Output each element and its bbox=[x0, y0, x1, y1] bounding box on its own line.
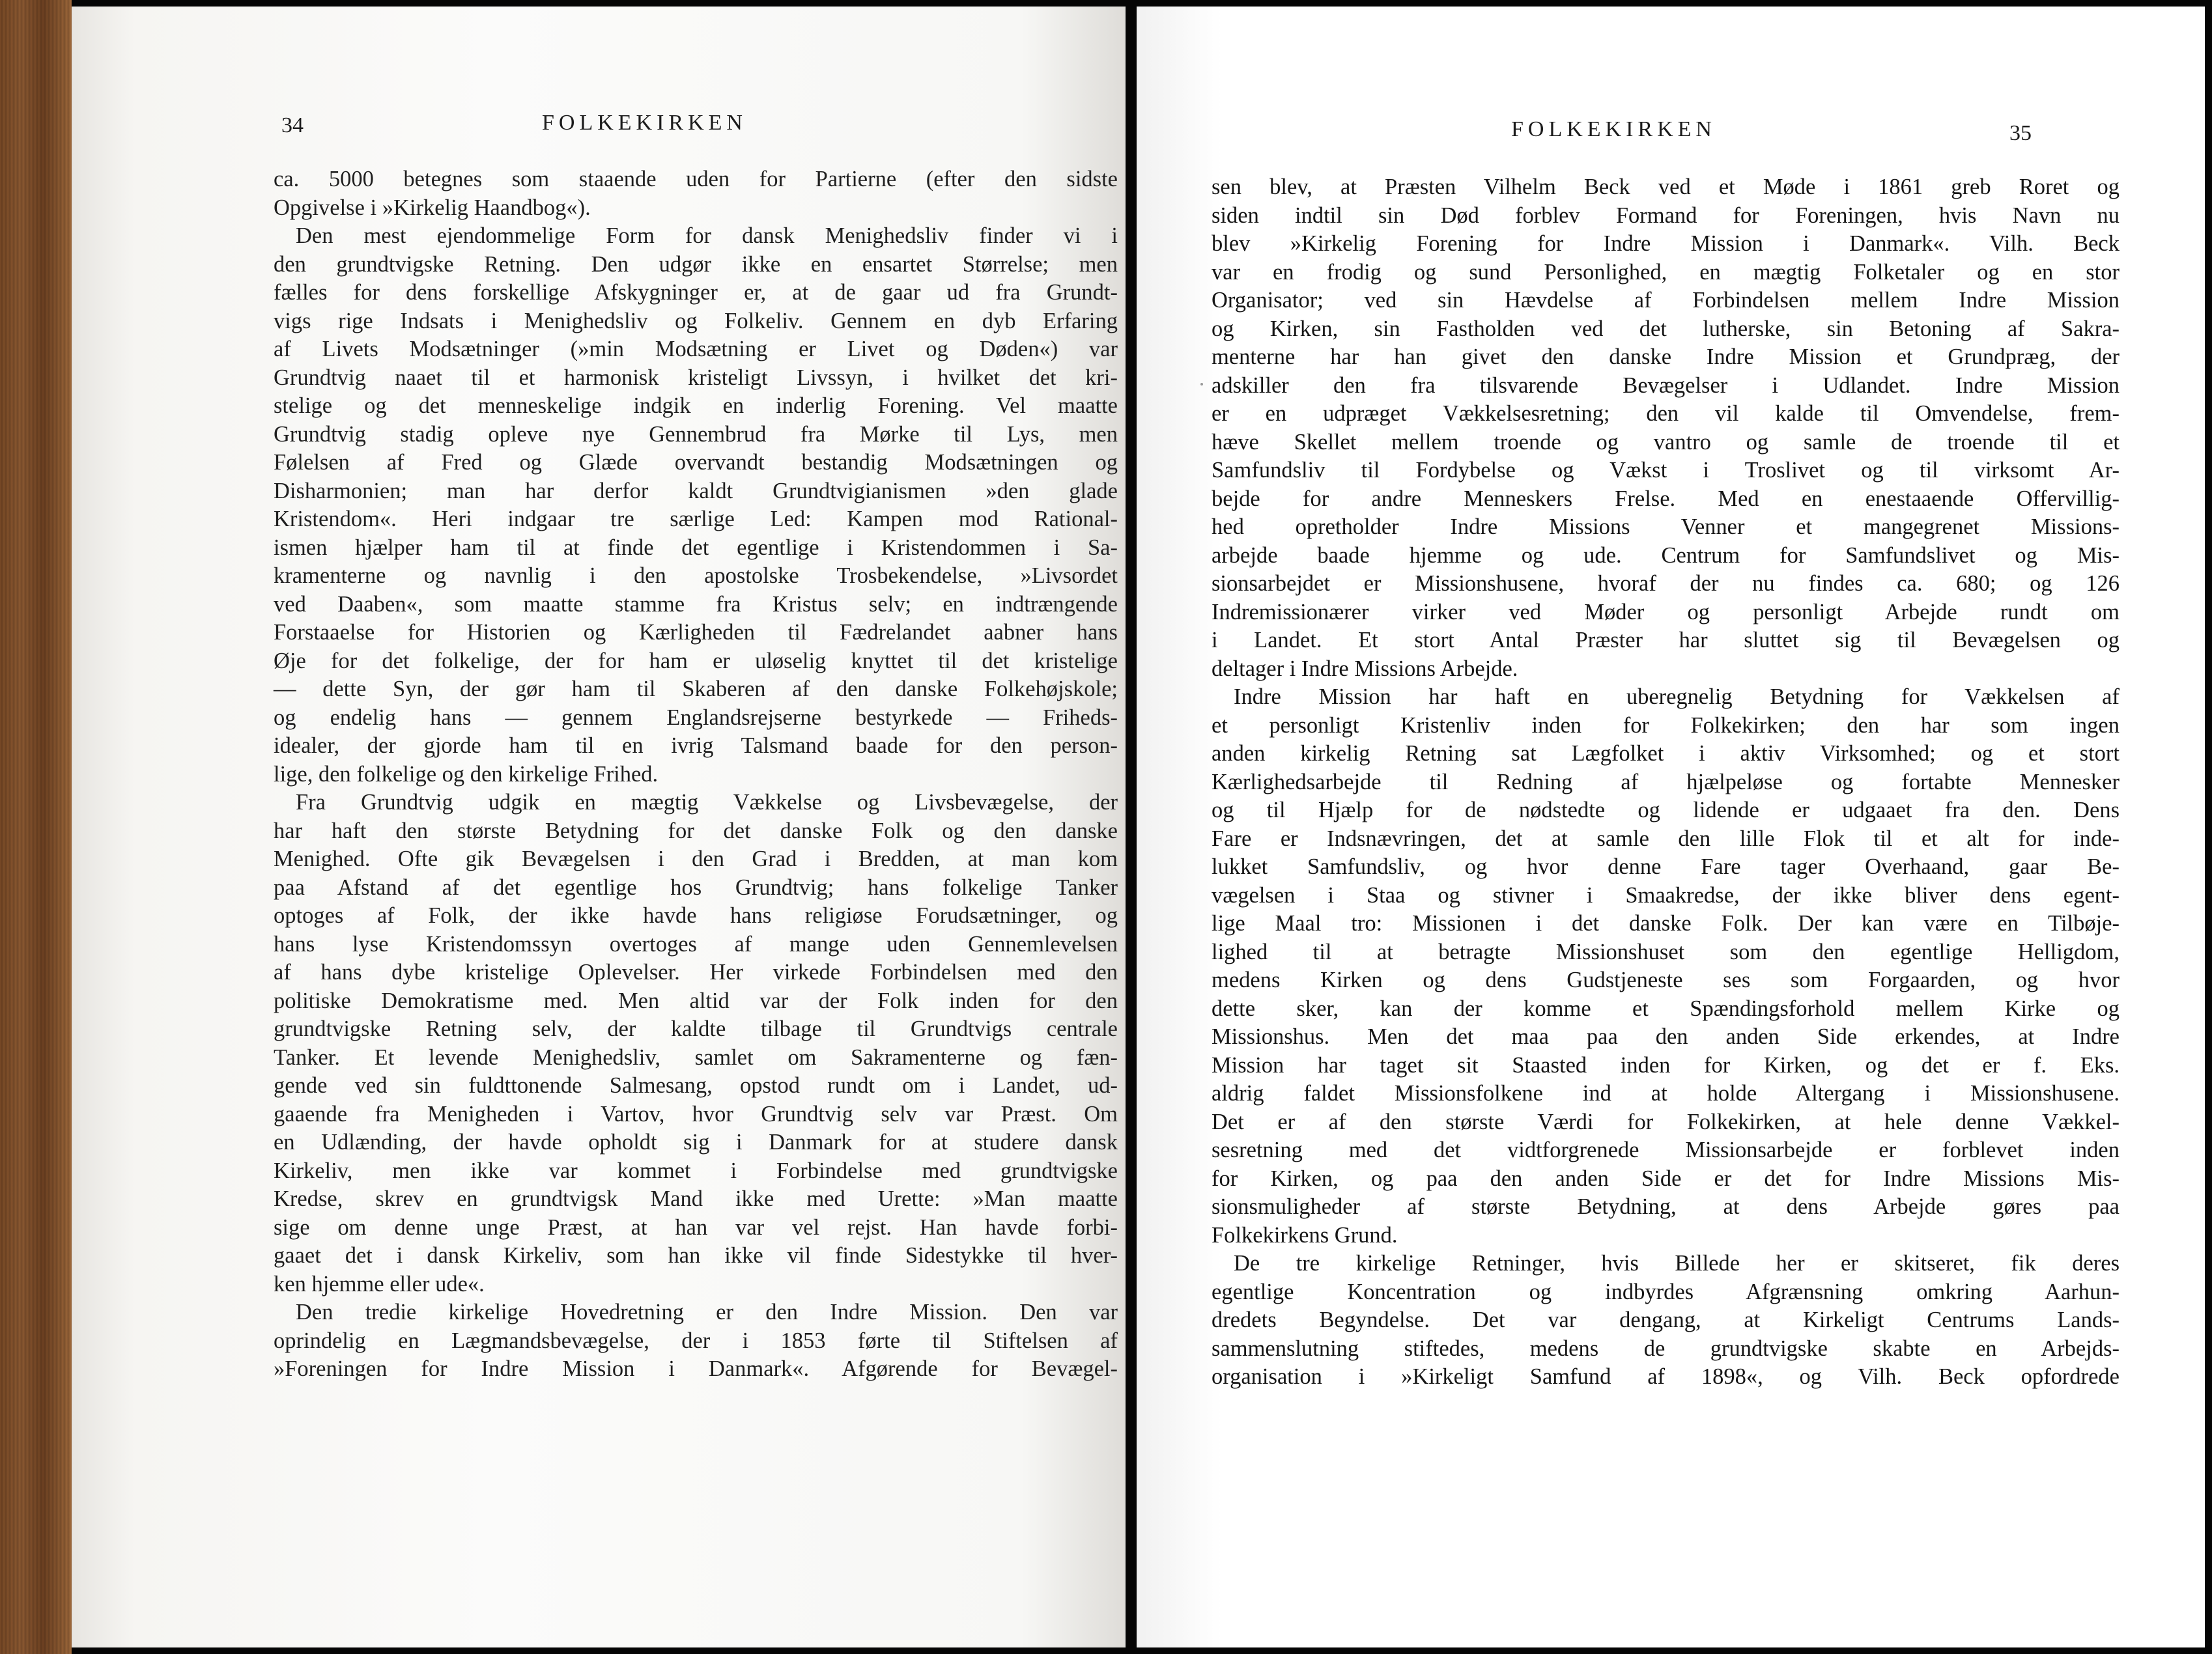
text-line: gaaet det i dansk Kirkeliv, som han ikke vil finde Sidestykke til hver- bbox=[274, 1243, 1118, 1268]
text-line: Grundtvig stadig opleve nye Gennembrud fra Mørke til Lys, men bbox=[274, 421, 1118, 447]
text-line: organisation i »Kirkeligt Samfund af 1898«, og Vilh. Beck opfordrede bbox=[1212, 1364, 2120, 1389]
text-line: Tanker. Et levende Menighedsliv, samlet om Sakramenterne og fæn- bbox=[274, 1044, 1118, 1070]
text-line: Opgivelse i »Kirkelig Haandbog«). bbox=[274, 195, 591, 220]
text-line: har haft den største Betydning for det danske Folk og den danske bbox=[274, 818, 1118, 843]
text-line: for Kirken, og paa den anden Side er det for Indre Missions Mis- bbox=[1212, 1166, 2120, 1191]
text-line: sige om denne unge Præst, at han var vel rejst. Han havde forbi- bbox=[274, 1214, 1118, 1240]
right-page-number: 35 bbox=[2009, 121, 2032, 145]
left-running-head: FOLKEKIRKEN bbox=[542, 111, 747, 135]
text-line: »Foreningen for Indre Mission i Danmark«. Afgørende for Bevægel- bbox=[274, 1356, 1118, 1381]
text-line: lighed til at betragte Missionshuset som den egentlige Helligdom, bbox=[1212, 939, 2120, 964]
text-line: menterne har han givet den danske Indre Mission et Grundpræg, der bbox=[1212, 344, 2120, 369]
text-line: var en frodig og sund Personlighed, en mægtig Folketaler og en stor bbox=[1212, 259, 2120, 285]
text-line: af hans dybe kristelige Oplevelser. Her virkede Forbindelsen med den bbox=[274, 960, 1118, 985]
text-line: ca. 5000 betegnes som staaende uden for Partierne (efter den sidste bbox=[274, 167, 1118, 191]
text-line: Disharmonien; man har derfor kaldt Grundtvigianismen »den glade bbox=[274, 478, 1118, 503]
text-line: — dette Syn, der gør ham til Skaberen af den danske Folkehøjskole; bbox=[274, 677, 1118, 701]
text-line: blev »Kirkelig Forening for Indre Mission i Danmark«. Vilh. Beck bbox=[1212, 231, 2120, 256]
text-line: sesretning med det vidtforgrenede Missionsarbejde er forblevet inden bbox=[1212, 1138, 2120, 1162]
text-line: Forstaaelse for Historien og Kærligheden til Fædrelandet aabner hans bbox=[274, 620, 1118, 645]
text-line: hæve Skellet mellem troende og vantro og samle de troende til et bbox=[1212, 429, 2120, 455]
left-page-body bbox=[274, 165, 1118, 1384]
text-line: Kristendom«. Heri indgaar tre særlige Led: Kampen mod Rational- bbox=[274, 507, 1118, 531]
text-line: aldrig faldet Missionsfolkene ind at holde Altergang i Missionshusene. bbox=[1212, 1081, 2120, 1106]
text-line: en Udlænding, der havde opholdt sig i Danmark for at studere dansk bbox=[274, 1130, 1118, 1155]
text-line: medens Kirken og dens Gudstjeneste ses som Forgaarden, og hvor bbox=[1212, 968, 2120, 992]
text-line: lige Maal tro: Missionen i det danske Folk. Der kan være en Tilbøje- bbox=[1212, 911, 2120, 936]
text-line: Det er af den største Værdi for Folkekirken, at hele denne Vækkel- bbox=[1212, 1109, 2120, 1134]
text-line: De tre kirkelige Retninger, hvis Billede her er skitseret, fik deres bbox=[1234, 1251, 2120, 1276]
text-line: gende ved sin fuldttonende Salmesang, opstod rundt om i Landet, ud- bbox=[274, 1073, 1118, 1098]
text-line: egentlige Koncentration og indbyrdes Afgrænsning omkring Aarhun- bbox=[1212, 1279, 2120, 1304]
text-line: lige, den folkelige og den kirkelige Frihed. bbox=[274, 761, 659, 787]
text-line: sionsarbejdet er Missionshusene, hvoraf der nu findes ca. 680; og 126 bbox=[1212, 571, 2120, 596]
text-line: vægelsen i Staa og stivner i Smaakredse, der ikke bliver dens egent- bbox=[1212, 882, 2120, 908]
text-line: deltager i Indre Missions Arbejde. bbox=[1212, 656, 1518, 681]
text-line: oprindelig en Lægmandsbevægelse, der i 1853 førte til Stiftelsen af bbox=[274, 1328, 1118, 1353]
text-line: grundtvigske Retning selv, der kaldte tilbage til Grundtvigs centrale bbox=[274, 1016, 1118, 1041]
text-line: og endelig hans — gennem Englandsrejserne bestyrkede — Friheds- bbox=[274, 705, 1118, 730]
text-line: Grundtvig naaet til et harmonisk kristeligt Livssyn, i hvilket det kri- bbox=[274, 365, 1118, 390]
text-line: politiske Demokratisme med. Men altid var der Folk inden for den bbox=[274, 988, 1118, 1013]
text-line: i Landet. Et stort Antal Præster har sluttet sig til Bevægelsen og bbox=[1212, 628, 2120, 652]
text-line: Kærlighedsarbejde til Redning af hjælpeløse og fortabte Mennesker bbox=[1212, 769, 2120, 794]
text-line: dredets Begyndelse. Det var dengang, at Kirkeligt Centrums Lands- bbox=[1212, 1308, 2120, 1332]
text-line: Samfundsliv til Fordybelse og Vækst i Troslivet og til virksomt Ar- bbox=[1212, 458, 2120, 483]
text-line: dette sker, kan der komme et Spændingsforhold mellem Kirke og bbox=[1212, 996, 2120, 1021]
page-speck bbox=[1200, 383, 1203, 385]
text-line: hed opretholder Indre Missions Venner et mangegrenet Missions- bbox=[1212, 514, 2120, 539]
text-line: Øje for det folkelige, der for ham er uløselig knyttet til det kristelige bbox=[274, 648, 1118, 673]
text-line: Indre Mission har haft en uberegnelig Betydning for Vækkelsen af bbox=[1234, 684, 2120, 709]
text-line: kramenterne og navnlig i den apostolske Trosbekendelse, »Livsordet bbox=[274, 563, 1118, 588]
text-line: ken hjemme eller ude«. bbox=[274, 1271, 485, 1297]
right-page bbox=[1137, 7, 2205, 1647]
text-line: Fare er Indsnævringen, det at samle den lille Flok til et alt for inde- bbox=[1212, 826, 2120, 851]
text-line: bejde for andre Menneskers Frelse. Med en enestaaende Offervillig- bbox=[1212, 486, 2120, 511]
text-line: adskiller den fra tilsvarende Bevægelser i Udlandet. Indre Mission bbox=[1212, 372, 2120, 398]
text-line: et personligt Kristenliv inden for Folkekirken; den har som ingen bbox=[1212, 712, 2120, 738]
text-line: Folkekirkens Grund. bbox=[1212, 1222, 1398, 1248]
text-line: Organisator; ved sin Hævdelse af Forbindelsen mellem Indre Mission bbox=[1212, 288, 2120, 313]
text-line: Fra Grundtvig udgik en mægtig Vækkelse og Livsbevægelse, der bbox=[296, 790, 1118, 815]
text-line: ismen hjælper ham til at finde det egentlige i Kristendommen i Sa- bbox=[274, 535, 1118, 560]
text-line: hans lyse Kristendomssyn overtoges af mange uden Gennemlevelsen bbox=[274, 931, 1118, 957]
text-line: Missionshus. Men det maa paa den anden Side erkendes, at Indre bbox=[1212, 1024, 2120, 1049]
left-page bbox=[72, 7, 1127, 1647]
right-page-body bbox=[1212, 173, 2120, 1392]
text-line: og Kirken, sin Fastholden ved det lutherske, sin Betoning af Sakra- bbox=[1212, 316, 2120, 341]
text-line: Kredse, skrev en grundtvigsk Mand ikke med Urette: »Man maatte bbox=[274, 1186, 1118, 1211]
text-line: Kirkeliv, men ikke var kommet i Forbindelse med grundtvigske bbox=[274, 1158, 1118, 1183]
text-line: siden indtil sin Død forblev Formand for Foreningen, hvis Navn nu bbox=[1212, 203, 2120, 228]
text-line: sammenslutning stiftedes, medens de grundtvigske skabte en Arbejds- bbox=[1212, 1336, 2120, 1361]
text-line: af Livets Modsætninger (»min Modsætning er Livet og Døden«) var bbox=[274, 337, 1118, 361]
text-line: ved Daaben«, som maatte stamme fra Kristus selv; en indtrængende bbox=[274, 591, 1118, 617]
text-line: stelige og det menneskelige indgik en inderlig Forening. Vel maatte bbox=[274, 393, 1118, 418]
text-line: Den mest ejendommelige Form for dansk Menighedsliv finder vi i bbox=[296, 223, 1118, 248]
gutter bbox=[1126, 0, 1137, 1654]
text-line: vigs rige Indsats i Menighedsliv og Folkeliv. Gennem en dyb Erfaring bbox=[274, 308, 1118, 333]
text-line: og til Hjælp for de nødstedte og lidende er udgaaet fra den. Dens bbox=[1212, 798, 2120, 822]
left-page-number: 34 bbox=[281, 113, 304, 137]
text-line: Indremissionærer virker ved Møder og personligt Arbejde rundt om bbox=[1212, 599, 2120, 624]
text-line: Mission har taget sit Staasted inden for Kirken, og det er f. Eks. bbox=[1212, 1052, 2120, 1078]
text-line: gaaende fra Menigheden i Vartov, hvor Grundtvig selv var Præst. Om bbox=[274, 1101, 1118, 1127]
text-line: lukket Samfundsliv, og hvor denne Fare tager Overhaand, gaar Be- bbox=[1212, 854, 2120, 879]
text-line: sen blev, at Præsten Vilhelm Beck ved et Møde i 1861 greb Roret og bbox=[1212, 175, 2120, 199]
text-line: optoges af Folk, der ikke havde hans religiøse Forudsætninger, og bbox=[274, 903, 1118, 928]
text-line: anden kirkelig Retning sat Lægfolket i aktiv Virksomhed; og et stort bbox=[1212, 741, 2120, 766]
text-line: arbejde baade hjemme og ude. Centrum for Samfundslivet og Mis- bbox=[1212, 542, 2120, 568]
text-line: er en udpræget Vækkelsesretning; den vil kalde til Omvendelse, frem- bbox=[1212, 401, 2120, 426]
text-line: Følelsen af Fred og Glæde overvandt bestandig Modsætningen og bbox=[274, 450, 1118, 475]
book-page-edges bbox=[0, 0, 72, 1654]
text-line: Den tredie kirkelige Hovedretning er den Indre Mission. Den var bbox=[296, 1300, 1118, 1325]
text-line: fælles for dens forskellige Afskygninger er, at de gaar ud fra Grundt- bbox=[274, 280, 1118, 305]
text-line: paa Afstand af det egentlige hos Grundtvig; hans folkelige Tanker bbox=[274, 875, 1118, 900]
text-line: idealer, der gjorde ham til en ivrig Talsmand baade for den person- bbox=[274, 733, 1118, 758]
text-line: den grundtvigske Retning. Den udgør ikke en ensartet Størrelse; men bbox=[274, 251, 1118, 277]
right-running-head: FOLKEKIRKEN bbox=[1511, 117, 1716, 141]
text-line: sionsmuligheder af største Betydning, at dens Arbejde gøres paa bbox=[1212, 1194, 2120, 1219]
text-line: Menighed. Ofte gik Bevægelsen i den Grad i Bredden, at man kom bbox=[274, 847, 1118, 871]
